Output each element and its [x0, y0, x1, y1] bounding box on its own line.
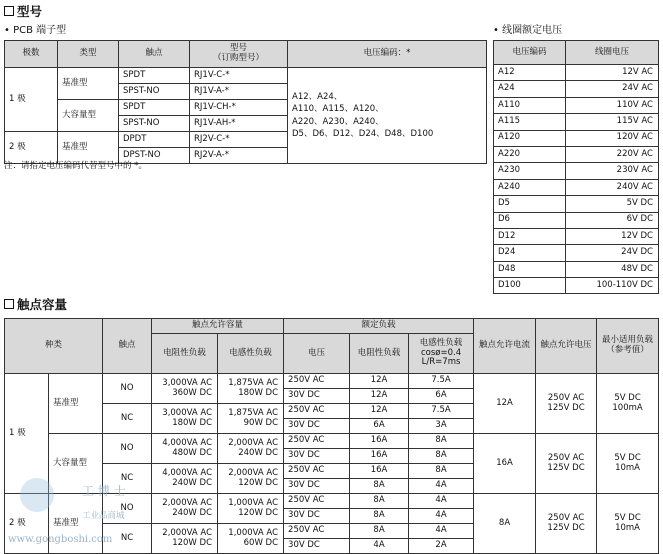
- coil-voltage-cell: 220V AC: [566, 146, 659, 162]
- rated-ind-cell: 4A: [409, 524, 474, 539]
- coil-voltage-cell: 48V DC: [566, 261, 659, 277]
- coil-voltage-cell: 120V AC: [566, 130, 659, 146]
- res-capacity-cell: 4,000VA AC 240W DC: [152, 464, 218, 494]
- coil-code-cell: D12: [494, 228, 566, 244]
- ind-capacity-cell: 2,000VA AC 240W DC: [218, 434, 284, 464]
- rated-ind-cell: 4A: [409, 479, 474, 494]
- coil-row: [494, 65, 659, 81]
- header-contact: 触点: [119, 41, 190, 68]
- rated-res-cell: 8A: [350, 479, 409, 494]
- coil-voltage-cell: 240V AC: [566, 179, 659, 195]
- rated-res-cell: 6A: [350, 419, 409, 434]
- ind-capacity-cell: 1,875VA AC 90W DC: [218, 404, 284, 434]
- rated-res-cell: 12A: [350, 374, 409, 389]
- rated-voltage-cell: 250V AC: [284, 374, 350, 389]
- rated-voltage-cell: 250V AC: [284, 524, 350, 539]
- rated-res-cell: 12A: [350, 389, 409, 404]
- rated-res-cell: 16A: [350, 434, 409, 449]
- min-load-cell: 5V DC 100mA: [597, 374, 659, 434]
- allow-current-cell: 8A: [474, 494, 536, 554]
- rated-voltage-cell: 30V DC: [284, 449, 350, 464]
- watermark-url: www.gongboshi.com: [8, 534, 113, 545]
- ind-capacity-cell: 2,000VA AC 120W DC: [218, 464, 284, 494]
- rated-res-cell: 8A: [350, 524, 409, 539]
- contact-cell: DPDT: [119, 132, 190, 148]
- rated-voltage-cell: 30V DC: [284, 479, 350, 494]
- coil-row: [494, 179, 659, 195]
- rated-ind-cell: 8A: [409, 464, 474, 479]
- contact-nc-cell: NC: [103, 464, 152, 494]
- square-bullet-icon: [4, 299, 14, 309]
- header-voltage-code: 电压编码: [494, 41, 566, 65]
- header-allow-current: 触点允许电流: [474, 319, 536, 374]
- ind-capacity-cell: 1,875VA AC 180W DC: [218, 374, 284, 404]
- header-coil-voltage: 线圈电压: [566, 41, 659, 65]
- res-capacity-cell: 2,000VA AC 240W DC: [152, 494, 218, 524]
- model-cell: RJ1V-C-*: [190, 68, 288, 84]
- header-allowable-capacity: 触点允许容量: [152, 319, 284, 334]
- header-min-load: 最小适用负载 （参考值）: [597, 319, 659, 374]
- coil-code-cell: A24: [494, 81, 566, 97]
- model-cell: RJ2V-A-*: [190, 148, 288, 164]
- coil-code-cell: D24: [494, 245, 566, 261]
- rated-ind-cell: 7.5A: [409, 374, 474, 389]
- coil-voltage-cell: 24V DC: [566, 245, 659, 261]
- rated-voltage-cell: 30V DC: [284, 419, 350, 434]
- header-type: 类型: [58, 41, 119, 68]
- header-voltage-code: 电压编码：*: [288, 41, 487, 68]
- rated-ind-cell: 2A: [409, 539, 474, 554]
- ind-capacity-cell: 1,000VA AC 120W DC: [218, 494, 284, 524]
- coil-code-cell: D48: [494, 261, 566, 277]
- header-contact: 触点: [103, 319, 152, 374]
- rated-ind-cell: 3A: [409, 419, 474, 434]
- rated-ind-cell: 4A: [409, 494, 474, 509]
- header-resistive: 电阻性负载: [152, 334, 218, 374]
- model-cell: RJ2V-C-*: [190, 132, 288, 148]
- rated-voltage-cell: 250V AC: [284, 404, 350, 419]
- coil-voltage-title: • 线圈额定电压: [493, 25, 563, 36]
- coil-code-cell: A115: [494, 114, 566, 130]
- type-basic-cell: 基准型: [58, 68, 119, 100]
- pole-1-cell: 1 极: [5, 374, 49, 494]
- watermark-brand: 工 博 士: [82, 484, 126, 498]
- coil-code-cell: D100: [494, 278, 566, 294]
- coil-row: [494, 212, 659, 228]
- coil-code-cell: A240: [494, 179, 566, 195]
- capacity-title-text: 触点容量: [17, 297, 68, 312]
- model-cell: RJ1V-AH-*: [190, 116, 288, 132]
- coil-row: [494, 130, 659, 146]
- header-rated-resistive: 电阻性负载: [350, 334, 409, 374]
- header-voltage: 电压: [284, 334, 350, 374]
- rated-voltage-cell: 250V AC: [284, 464, 350, 479]
- pole-2-cell: 2 极: [5, 494, 49, 554]
- rated-ind-cell: 6A: [409, 389, 474, 404]
- model-table: [4, 40, 487, 164]
- res-capacity-cell: 3,000VA AC 180W DC: [152, 404, 218, 434]
- rated-ind-cell: 7.5A: [409, 404, 474, 419]
- coil-row: [494, 278, 659, 294]
- contact-no-cell: NO: [103, 374, 152, 404]
- type-basic-cell: 基准型: [49, 374, 103, 434]
- coil-code-cell: A230: [494, 163, 566, 179]
- allow-current-cell: 16A: [474, 434, 536, 494]
- rated-voltage-cell: 250V AC: [284, 494, 350, 509]
- header-rated-load: 额定负载: [284, 319, 474, 334]
- res-capacity-cell: 4,000VA AC 480W DC: [152, 434, 218, 464]
- rated-res-cell: 12A: [350, 404, 409, 419]
- coil-row: [494, 261, 659, 277]
- contact-nc-cell: NC: [103, 524, 152, 554]
- header-kind: 种类: [5, 319, 103, 374]
- coil-row: [494, 146, 659, 162]
- contact-no-cell: NO: [103, 494, 152, 524]
- header-allow-voltage: 触点允许电压: [536, 319, 597, 374]
- rated-ind-cell: 4A: [409, 509, 474, 524]
- mascot-watermark-icon: [20, 478, 54, 512]
- ind-capacity-cell: 1,000VA AC 60W DC: [218, 524, 284, 554]
- type-large-cell: 大容量型: [58, 100, 119, 132]
- rated-res-cell: 16A: [350, 464, 409, 479]
- allow-voltage-cell: 250V AC 125V DC: [536, 434, 597, 494]
- coil-voltage-cell: 230V AC: [566, 163, 659, 179]
- coil-row: [494, 81, 659, 97]
- coil-voltage-table: [493, 40, 659, 294]
- contact-cell: SPDT: [119, 100, 190, 116]
- header-inductive: 电感性负载: [218, 334, 284, 374]
- header-rated-inductive: 电感性负载 cosø=0.4 L/R=7ms: [409, 334, 474, 374]
- min-load-cell: 5V DC 10mA: [597, 434, 659, 494]
- min-load-cell: 5V DC 10mA: [597, 494, 659, 554]
- coil-code-cell: D5: [494, 196, 566, 212]
- coil-voltage-cell: 100-110V DC: [566, 278, 659, 294]
- pcb-terminal-subtitle: • PCB 端子型: [4, 25, 67, 36]
- coil-code-cell: A120: [494, 130, 566, 146]
- rated-ind-cell: 8A: [409, 449, 474, 464]
- rated-res-cell: 8A: [350, 509, 409, 524]
- pole-1-cell: 1 极: [5, 68, 58, 132]
- coil-code-cell: A12: [494, 65, 566, 81]
- type-large-cell: 大容量型: [49, 434, 103, 494]
- voltage-codes-cell: A12、A24、 A110、A115、A120、 A220、A230、A240、 D5、D6、D12、D24、D48、D100: [288, 68, 487, 164]
- model-cell: RJ1V-A-*: [190, 84, 288, 100]
- coil-voltage-cell: 110V AC: [566, 97, 659, 113]
- rated-voltage-cell: 30V DC: [284, 539, 350, 554]
- rated-voltage-cell: 30V DC: [284, 389, 350, 404]
- square-bullet-icon: [4, 6, 14, 16]
- model-section-title: [4, 2, 42, 20]
- contact-cell: SPDT: [119, 68, 190, 84]
- coil-code-cell: D6: [494, 212, 566, 228]
- header-model: 型号 （订购型号）: [190, 41, 288, 68]
- coil-voltage-cell: 6V DC: [566, 212, 659, 228]
- allow-voltage-cell: 250V AC 125V DC: [536, 374, 597, 434]
- res-capacity-cell: 2,000VA AC 120W DC: [152, 524, 218, 554]
- coil-voltage-cell: 24V AC: [566, 81, 659, 97]
- coil-code-cell: A110: [494, 97, 566, 113]
- contact-cell: DPST-NO: [119, 148, 190, 164]
- coil-row: [494, 114, 659, 130]
- coil-voltage-cell: 12V DC: [566, 228, 659, 244]
- res-capacity-cell: 3,000VA AC 360W DC: [152, 374, 218, 404]
- rated-ind-cell: 8A: [409, 434, 474, 449]
- rated-res-cell: 8A: [350, 494, 409, 509]
- coil-row: [494, 228, 659, 244]
- coil-row: [494, 97, 659, 113]
- contact-cell: SPST-NO: [119, 84, 190, 100]
- coil-voltage-cell: 115V AC: [566, 114, 659, 130]
- pole-2-cell: 2 极: [5, 132, 58, 164]
- model-cell: RJ1V-CH-*: [190, 100, 288, 116]
- type-basic-cell: 基准型: [58, 132, 119, 164]
- header-poles: 极数: [5, 41, 58, 68]
- watermark-sub: 工业品商城: [82, 511, 125, 521]
- rated-voltage-cell: 30V DC: [284, 509, 350, 524]
- coil-row: [494, 245, 659, 261]
- contact-no-cell: NO: [103, 434, 152, 464]
- coil-voltage-cell: 5V DC: [566, 196, 659, 212]
- rated-res-cell: 4A: [350, 539, 409, 554]
- coil-row: [494, 163, 659, 179]
- coil-row: [494, 196, 659, 212]
- model-title-text: 型号: [17, 4, 43, 19]
- capacity-section-title: [4, 295, 67, 313]
- coil-voltage-cell: 12V AC: [566, 65, 659, 81]
- coil-code-cell: A220: [494, 146, 566, 162]
- rated-voltage-cell: 250V AC: [284, 434, 350, 449]
- allow-current-cell: 12A: [474, 374, 536, 434]
- type-basic-cell: 基准型: [49, 494, 103, 554]
- contact-nc-cell: NC: [103, 404, 152, 434]
- model-note: 注：请指定电压编码代替型号中的 *。: [4, 161, 147, 171]
- rated-res-cell: 16A: [350, 449, 409, 464]
- allow-voltage-cell: 250V AC 125V DC: [536, 494, 597, 554]
- contact-cell: SPST-NO: [119, 116, 190, 132]
